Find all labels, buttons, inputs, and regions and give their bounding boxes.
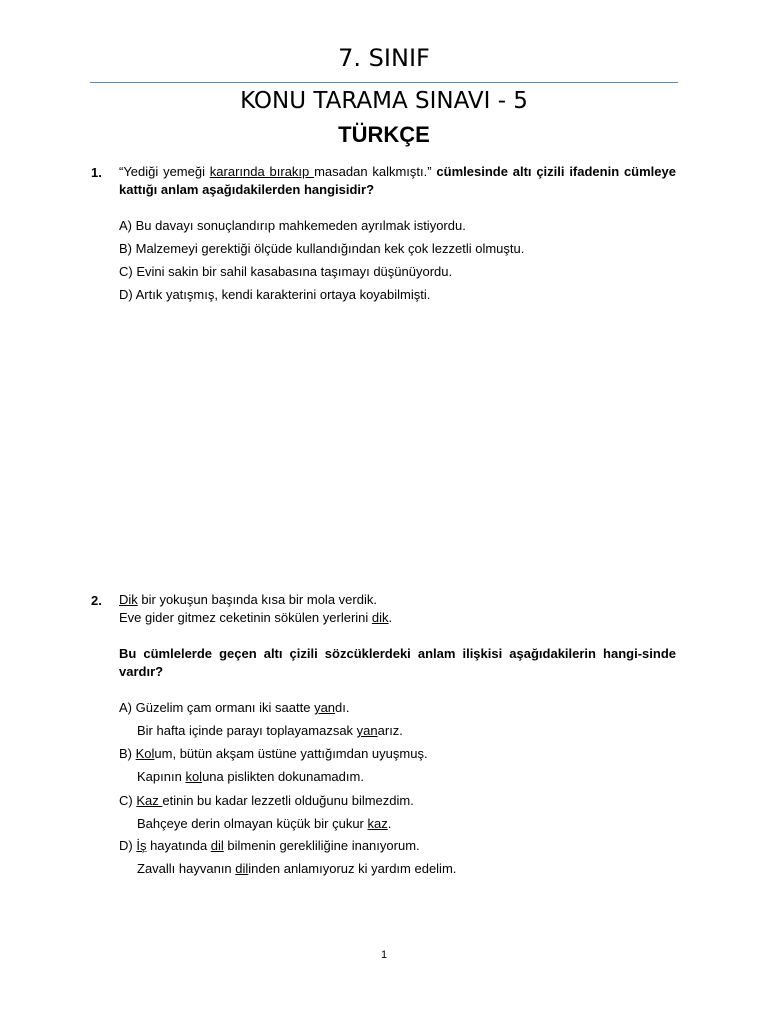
q2-option-d-line-2: [137, 860, 456, 878]
q2-text: D): [119, 838, 137, 853]
question-1-stem: [119, 163, 676, 199]
q1-underlined-phrase: kararında bırakıp: [209, 164, 315, 179]
q1-option-b: B) Malzemeyi gerektiği ölçüde kullandığından kek çok lezzetli olmuştu.: [119, 241, 525, 256]
q2-text: arız.: [377, 723, 403, 738]
q2-underlined-word: dil: [235, 861, 249, 876]
q2-text: etinin bu kadar lezzetli olduğunu bilmezdim.: [162, 793, 414, 808]
q1-stem-text: “Yediği yemeği: [119, 164, 210, 179]
q2-underlined-word: Kol: [135, 746, 155, 761]
q2-underlined-word: Dik: [119, 592, 138, 607]
q2-text: inden anlamıyoruz ki yardım edelim.: [248, 861, 457, 876]
q2-underlined-word: dik: [371, 610, 389, 625]
q2-text: .: [388, 610, 393, 625]
q2-option-c-line-2: [137, 815, 391, 833]
q2-underlined-word: dil: [210, 838, 224, 853]
q2-text: C): [119, 793, 137, 808]
q2-text: bilmenin gerekliliğine inanıyorum.: [223, 838, 420, 853]
q2-option-b-line-1: [119, 745, 428, 763]
q2-underlined-word: kaz: [367, 816, 388, 831]
q2-text: um, bütün akşam üstüne yattığımdan uyuşmuş.: [154, 746, 428, 761]
q2-text: A) Güzelim çam ormanı iki saatte: [119, 700, 315, 715]
q2-underlined-word: kol: [185, 769, 203, 784]
q2-text: Zavallı hayvanın: [137, 861, 236, 876]
heading-divider: [90, 82, 678, 83]
q2-text: Kapının: [137, 769, 186, 784]
q2-option-b-line-2: [137, 768, 364, 786]
q1-option-c: C) Evini sakin bir sahil kasabasına taşımayı düşünüyordu.: [119, 264, 453, 279]
q2-text: B): [119, 746, 136, 761]
subject-heading: TÜRKÇE: [338, 122, 430, 147]
q2-text: bir yokuşun başında kısa bir mola verdik.: [137, 592, 377, 607]
q2-text: Bahçeye derin olmayan küçük bir çukur: [137, 816, 368, 831]
q2-option-a-line-2: [137, 722, 403, 740]
grade-heading: 7. SINIF: [338, 44, 430, 72]
q1-option-a: A) Bu davayı sonuçlandırıp mahkemeden ayrılmak istiyordu.: [119, 218, 466, 233]
question-1-number: 1.: [91, 165, 102, 180]
q1-stem-text-2: masadan kalkmıştı.”: [314, 164, 437, 179]
q1-option-d: D) Artık yatışmış, kendi karakterini ortaya koyabilmişti.: [119, 287, 431, 302]
exam-title: KONU TARAMA SINAVI - 5: [240, 88, 528, 114]
page-number: 1: [380, 949, 388, 961]
question-2-prompt: Bu cümlelerde geçen altı çizili sözcüklerdeki anlam ilişkisi aşağıdakilerin hangi-sinde vardır?: [119, 646, 676, 679]
q2-sentence-1: [119, 591, 377, 609]
q2-text: dı.: [335, 700, 350, 715]
q2-text: Bir hafta içinde parayı toplayamazsak: [137, 723, 357, 738]
q2-option-d-line-1: [119, 837, 420, 855]
q2-underlined-word: yan: [356, 723, 378, 738]
question-2-number: 2.: [91, 593, 102, 608]
q2-underlined-word: yan: [314, 700, 336, 715]
q2-sentence-2: [119, 609, 392, 627]
q2-text: hayatında: [146, 838, 211, 853]
q2-option-c-line-1: [119, 792, 414, 810]
q2-text: una pislikten dokunamadım.: [202, 769, 364, 784]
q2-option-a-line-1: [119, 699, 350, 717]
q2-text: Eve gider gitmez ceketinin sökülen yerlerini: [119, 610, 372, 625]
q2-underlined-word: Kaz: [136, 793, 163, 808]
q1-question-bold: cümlesinde altı çizili ifadenin cümleye kattığı anlam aşağıdakilerden hangisidir?: [119, 164, 676, 197]
q2-underlined-word: İş: [136, 838, 147, 853]
q2-text: .: [387, 816, 392, 831]
